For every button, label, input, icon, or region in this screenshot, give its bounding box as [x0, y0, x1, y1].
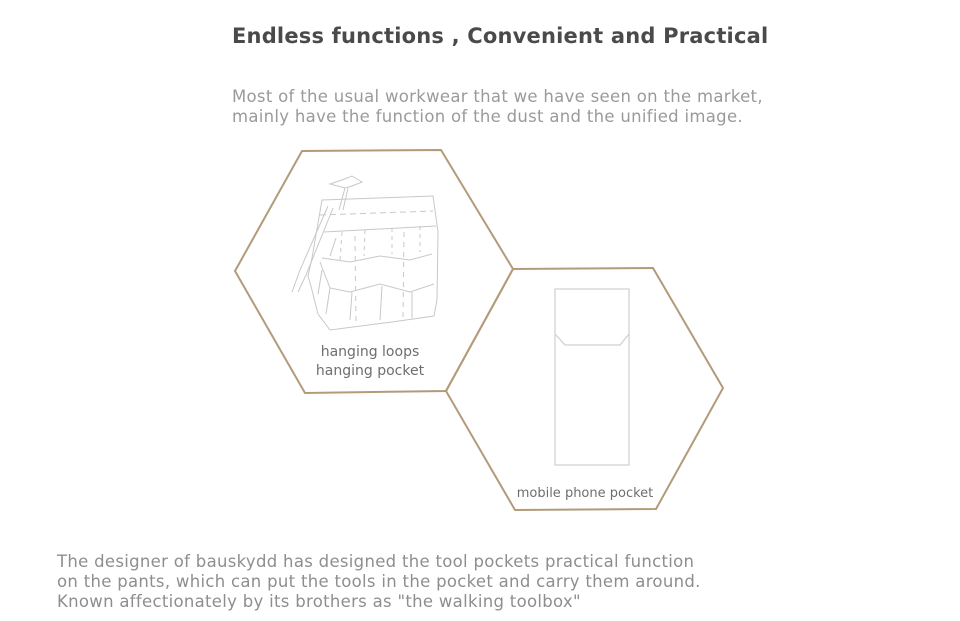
footer-paragraph: [57, 552, 701, 612]
caption-line: mobile phone pocket: [516, 486, 654, 501]
footer-line: The designer of bauskydd has designed the tool pockets practical function: [57, 552, 695, 571]
hexagon-tool-pocket-caption: [290, 343, 450, 381]
caption-line: hanging loops: [320, 344, 420, 360]
phone-pocket-sketch-icon: [555, 289, 629, 465]
caption-line: hanging pocket: [315, 363, 425, 379]
hexagon-phone-pocket: [446, 268, 723, 510]
intro-line: mainly have the function of the dust and the unified image.: [232, 107, 743, 126]
footer-line: Known affectionately by its brothers as "the walking toolbox": [57, 592, 581, 611]
footer-line: on the pants, which can put the tools in the pocket and carry them around.: [57, 572, 701, 591]
tool-pocket-sketch-icon: [292, 176, 438, 330]
intro-line: Most of the usual workwear that we have seen on the market,: [232, 87, 763, 106]
hexagon-phone-pocket-caption: [490, 484, 680, 503]
page-title: Endless functions , Convenient and Practical: [232, 24, 769, 48]
